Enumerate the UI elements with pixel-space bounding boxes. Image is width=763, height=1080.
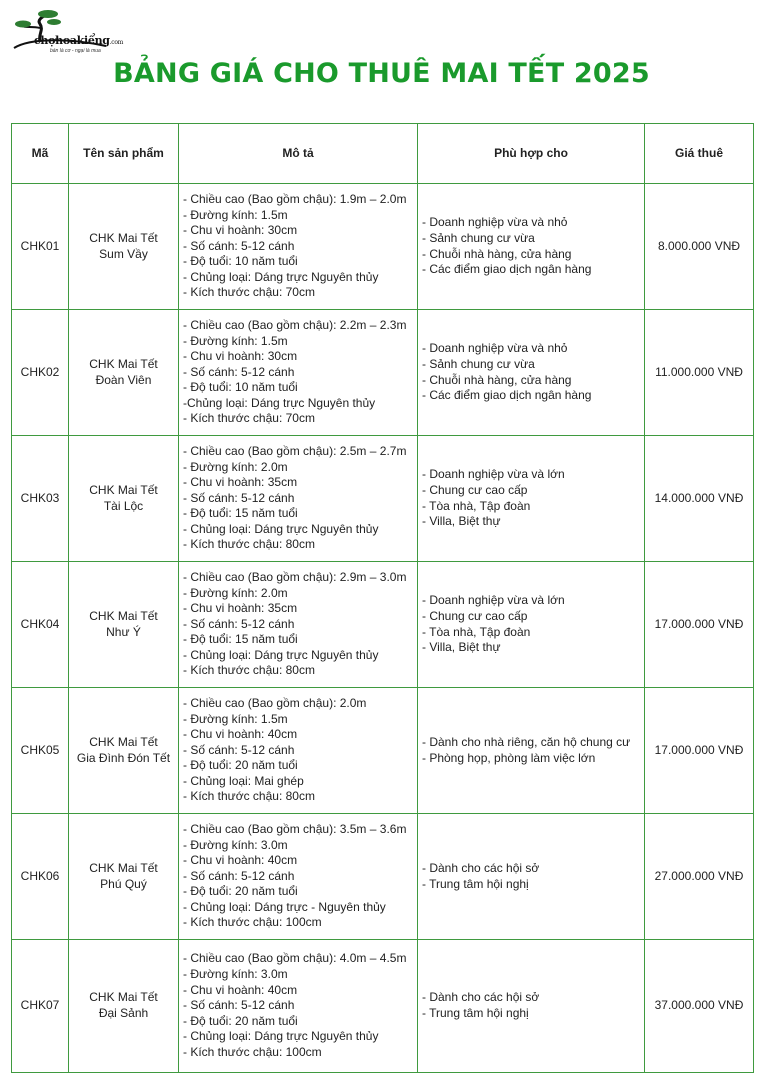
product-name-line: CHK Mai Tết (89, 482, 158, 497)
product-name-line: CHK Mai Tết (89, 990, 158, 1005)
table-row (12, 184, 754, 310)
description-line: - Chiều cao (Bao gồm chậu): 2.0m (183, 695, 367, 710)
suitable-for-line: - Doanh nghiệp vừa và lớn (422, 467, 565, 482)
description-line: - Độ tuổi: 20 năm tuổi (183, 884, 298, 899)
price-table (11, 123, 754, 1073)
description-line: - Kích thước chậu: 70cm (183, 411, 315, 426)
description-line: - Chiều cao (Bao gồm chậu): 2.2m – 2.3m (183, 317, 407, 332)
rental-price: 27.000.000 VNĐ (645, 814, 754, 940)
rental-price: 8.000.000 VNĐ (645, 184, 754, 310)
suitable-for-line: - Chuỗi nhà hàng, cửa hàng (422, 246, 572, 261)
product-name (69, 940, 179, 1073)
description-line: - Số cánh: 5-12 cánh (183, 998, 295, 1013)
description-line: - Chu vi hoành: 40cm (183, 853, 298, 868)
table-row (12, 562, 754, 688)
product-description (179, 436, 418, 562)
description-line: - Chiều cao (Bao gồm chậu): 1.9m – 2.0m (183, 191, 407, 206)
description-line: - Chủng loại: Dáng trực Nguyên thủy (183, 1029, 379, 1044)
table-row (12, 688, 754, 814)
description-line: - Đường kính: 1.5m (183, 333, 288, 348)
product-code: CHK07 (12, 940, 69, 1073)
description-line: - Số cánh: 5-12 cánh (183, 868, 295, 883)
suitable-for-line: - Chuỗi nhà hàng, cửa hàng (422, 372, 572, 387)
product-description (179, 310, 418, 436)
description-line: - Đường kính: 1.5m (183, 711, 288, 726)
product-name (69, 184, 179, 310)
rental-price: 11.000.000 VNĐ (645, 310, 754, 436)
product-description (179, 688, 418, 814)
brand-tagline: bán là cơ - ngại là mua (50, 48, 101, 54)
description-line: - Chu vi hoành: 35cm (183, 601, 298, 616)
product-code: CHK06 (12, 814, 69, 940)
description-line: - Kích thước chậu: 100cm (183, 915, 322, 930)
rental-price: 17.000.000 VNĐ (645, 688, 754, 814)
description-line: - Chu vi hoành: 30cm (183, 349, 298, 364)
product-name-line: Như Ý (106, 624, 141, 639)
suitable-for-line: - Trung tâm hội nghị (422, 1006, 529, 1020)
description-line: - Chu vi hoành: 40cm (183, 727, 298, 742)
description-line: - Kích thước chậu: 80cm (183, 663, 315, 678)
description-line: - Chủng loại: Mai ghép (183, 773, 304, 788)
description-line: - Độ tuổi: 10 năm tuổi (183, 254, 298, 269)
description-line: - Độ tuổi: 10 năm tuổi (183, 380, 298, 395)
product-name-line: Sum Vầy (99, 246, 148, 261)
description-line: - Độ tuổi: 20 năm tuổi (183, 758, 298, 773)
description-line: -Chủng loại: Dáng trực Nguyên thủy (183, 395, 376, 410)
description-line: - Chu vi hoành: 40cm (183, 982, 298, 997)
suitable-for-line: - Doanh nghiệp vừa và lớn (422, 593, 565, 608)
suitable-for-line: - Tòa nhà, Tập đoàn (422, 624, 531, 639)
suitable-for (418, 436, 645, 562)
table-row (12, 310, 754, 436)
brand-logo (10, 8, 124, 56)
description-line: - Đường kính: 3.0m (183, 837, 288, 852)
description-line: - Số cánh: 5-12 cánh (183, 364, 295, 379)
suitable-for-line: - Doanh nghiệp vừa và nhỏ (422, 341, 568, 356)
product-name-line: CHK Mai Tết (89, 230, 158, 245)
product-name-line: Tài Lộc (103, 498, 144, 513)
table-row (12, 940, 754, 1073)
product-name-line: CHK Mai Tết (89, 608, 158, 623)
suitable-for-line: - Chung cư cao cấp (422, 608, 528, 623)
description-line: - Chiều cao (Bao gồm chậu): 2.5m – 2.7m (183, 443, 407, 458)
description-line: - Đường kính: 1.5m (183, 207, 288, 222)
rental-price: 37.000.000 VNĐ (645, 940, 754, 1073)
product-name-line: CHK Mai Tết (89, 734, 158, 749)
suitable-for (418, 940, 645, 1073)
description-line: - Kích thước chậu: 80cm (183, 789, 315, 804)
description-line: - Số cánh: 5-12 cánh (183, 742, 295, 757)
header-name: Tên sản phẩm (69, 124, 179, 184)
product-name-line: CHK Mai Tết (89, 860, 158, 875)
description-line: - Kích thước chậu: 70cm (183, 285, 315, 300)
product-name-line: Đoàn Viên (95, 372, 152, 387)
description-line: - Kích thước chậu: 80cm (183, 537, 315, 552)
product-code: CHK03 (12, 436, 69, 562)
suitable-for-line: - Doanh nghiệp vừa và nhỏ (422, 215, 568, 230)
header-price: Giá thuê (645, 124, 754, 184)
description-line: - Số cánh: 5-12 cánh (183, 616, 295, 631)
product-description (179, 940, 418, 1073)
header-code: Mã (12, 124, 69, 184)
suitable-for-line: - Dành cho các hội sở (422, 860, 540, 875)
product-code: CHK05 (12, 688, 69, 814)
product-code: CHK01 (12, 184, 69, 310)
description-line: - Đường kính: 3.0m (183, 967, 288, 982)
suitable-for (418, 688, 645, 814)
suitable-for-line: - Chung cư cao cấp (422, 482, 528, 497)
suitable-for-line: - Sảnh chung cư vừa (422, 356, 535, 371)
header-desc: Mô tả (179, 124, 418, 184)
suitable-for-line: - Sảnh chung cư vừa (422, 230, 535, 245)
suitable-for-line: - Dành cho nhà riêng, căn hộ chung cư (422, 734, 631, 749)
header-fit: Phù hợp cho (418, 124, 645, 184)
product-name (69, 562, 179, 688)
description-line: - Số cánh: 5-12 cánh (183, 238, 295, 253)
product-name-line: Gia Đình Đón Tết (76, 750, 171, 765)
table-header-row (12, 124, 754, 184)
description-line: - Chiều cao (Bao gồm chậu): 4.0m – 4.5m (183, 951, 407, 966)
description-line: - Kích thước chậu: 100cm (183, 1044, 322, 1059)
product-code: CHK04 (12, 562, 69, 688)
product-description (179, 814, 418, 940)
rental-price: 14.000.000 VNĐ (645, 436, 754, 562)
description-line: - Độ tuổi: 15 năm tuổi (183, 632, 298, 647)
suitable-for-line: - Villa, Biệt thự (422, 514, 501, 529)
rental-price: 17.000.000 VNĐ (645, 562, 754, 688)
product-name-line: CHK Mai Tết (89, 356, 158, 371)
suitable-for-line: - Trung tâm hội nghị (422, 876, 529, 891)
table-row (12, 436, 754, 562)
description-line: - Đường kính: 2.0m (183, 585, 288, 600)
table-row (12, 814, 754, 940)
description-line: - Độ tuổi: 15 năm tuổi (183, 506, 298, 521)
product-name (69, 688, 179, 814)
description-line: - Số cánh: 5-12 cánh (183, 490, 295, 505)
suitable-for-line: - Các điểm giao dịch ngân hàng (422, 262, 592, 277)
product-name (69, 814, 179, 940)
suitable-for (418, 310, 645, 436)
description-line: - Chu vi hoành: 30cm (183, 223, 298, 238)
suitable-for (418, 184, 645, 310)
suitable-for (418, 814, 645, 940)
product-name (69, 310, 179, 436)
description-line: - Chủng loại: Dáng trực Nguyên thủy (183, 269, 379, 284)
suitable-for-line: - Dành cho các hội sở (422, 990, 540, 1005)
description-line: - Đường kính: 2.0m (183, 459, 288, 474)
product-code: CHK02 (12, 310, 69, 436)
product-name (69, 436, 179, 562)
product-name-line: Phú Quý (100, 876, 147, 891)
product-description (179, 184, 418, 310)
description-line: - Chủng loại: Dáng trực Nguyên thủy (183, 647, 379, 662)
description-line: - Chủng loại: Dáng trực Nguyên thủy (183, 521, 379, 536)
brand-name: chợhoakiểng.com (34, 34, 124, 47)
suitable-for (418, 562, 645, 688)
suitable-for-line: - Các điểm giao dịch ngân hàng (422, 388, 592, 403)
description-line: - Chu vi hoành: 35cm (183, 475, 298, 490)
suitable-for-line: - Tòa nhà, Tập đoàn (422, 498, 531, 513)
description-line: - Chủng loại: Dáng trực - Nguyên thủy (183, 899, 386, 914)
product-description (179, 562, 418, 688)
description-line: - Chiều cao (Bao gồm chậu): 2.9m – 3.0m (183, 569, 407, 584)
description-line: - Độ tuổi: 20 năm tuổi (183, 1013, 298, 1028)
suitable-for-line: - Phòng họp, phòng làm việc lớn (422, 750, 596, 765)
suitable-for-line: - Villa, Biệt thự (422, 640, 501, 655)
product-name-line: Đại Sảnh (98, 1006, 149, 1020)
page-title: BẢNG GIÁ CHO THUÊ MAI TẾT 2025 (113, 58, 650, 89)
description-line: - Chiều cao (Bao gồm chậu): 3.5m – 3.6m (183, 821, 407, 836)
